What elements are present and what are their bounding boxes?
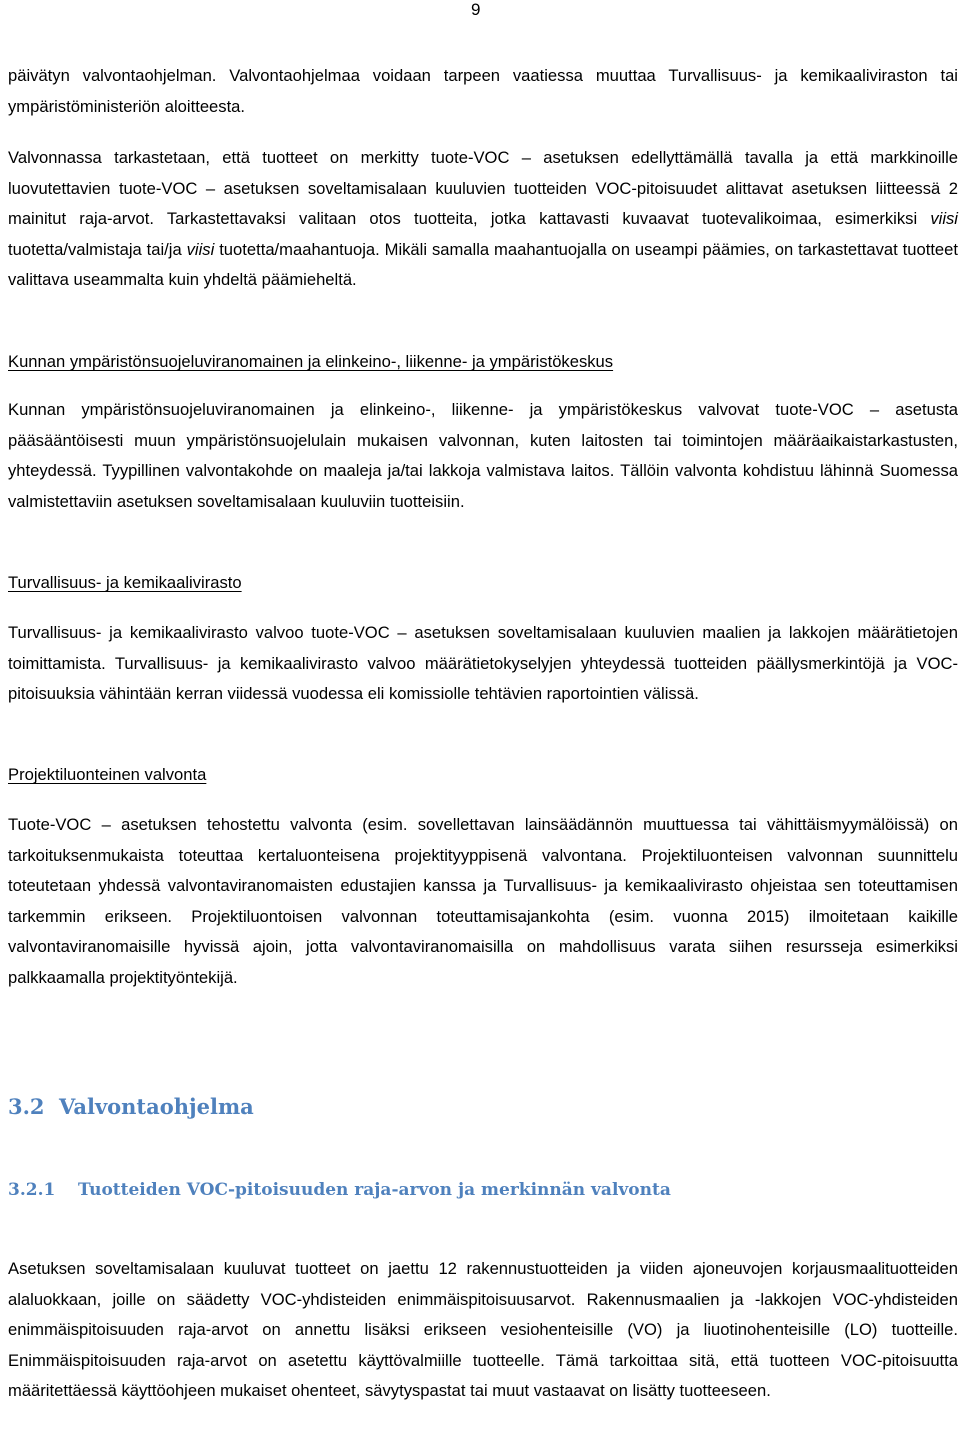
paragraph-asetuksen: Asetuksen soveltamisalaan kuuluvat tuotteet on jaettu 12 rakennustuotteiden ja viiden ajoneuvojen korjausmaalituotteiden alaluokkaan, joille on säädetty VOC-yhdisteiden enimmäispitoisuusarvot. Rakennusmaalien ja -lakkojen VOC-yhdisteiden enimmäispitoisuuden raja-arvot on annettu lisäksi erikseen vesiohenteisille (VO) ja liuotinohenteisille (LO) tuotteille. Enimmäispitoisuuden raja-arvot on asetettu käyttövalmiille tuotteelle. Tämä tarkoittaa sitä, että tuotteen VOC-pitoisuutta määritettäessä käyttöohjeen mukaiset ohenteet, sävytyspastat tai muut vastaavat on lisätty tuotteeseen. <box>8 1259 958 1401</box>
paragraph-projekti: Tuote-VOC – asetuksen tehostettu valvonta (esim. sovellettavan lainsäädännön muuttuessa tai vähittäismyymälöissä) on tarkoituksenmukaista toteuttaa kertaluonteisena projektityyppisenä valvontana. Projektiluonteisen valvonnan suunnittelu toteutetaan yhdessä valvontaviranomaisten edustajien kanssa ja Turvallisuus- ja kemikaalivirasto ohjeistaa sen toteuttamisen tarkemmin erikseen. Projektiluontoisen valvonnan toteuttamisajankohta (esim. vuonna 2015) ilmoitetaan kaikille valvontaviranomaisille hyvissä ajoin, jotta valvontaviranomaisilla on mahdollisuus varata siihen resursseja esimerkiksi palkkaamalla projektityöntekijä. <box>8 815 958 987</box>
subsection-heading <box>8 1175 671 1205</box>
subsection-title: Tuotteiden VOC-pitoisuuden raja-arvon ja merkinnän valvonta <box>78 1180 671 1200</box>
subheading-projekti: Projektiluonteinen valvonta <box>8 765 207 784</box>
paragraph-kunnan: Kunnan ympäristönsuojeluviranomainen ja elinkeino-, liikenne- ja ympäristökeskus valvovat tuote-VOC – asetusta pääsääntöisesti muun ympäristönsuojelulain mukaisen valvonnan, kuten laitosten tai toimintojen määräaikaistarkastusten, yhteydessä. Tyypillinen valvontakohde on maaleja ja/tai lakkoja valmistava laitos. Tällöin valvonta kohdistuu lähinnä Suomessa valmistettaviin asetuksen soveltamisalaan kuuluviin tuotteisiin. <box>8 400 958 511</box>
paragraph-text: tuotetta/valmistaja tai/ja <box>8 239 187 259</box>
page-number: 9 <box>471 0 481 19</box>
paragraph-intro: päivätyn valvontaohjelman. Valvontaohjelmaa voidaan tarpeen vaatiessa muuttaa Turvallisuus- ja kemikaaliviraston tai ympäristöministeriön aloitteesta. <box>8 66 958 116</box>
paragraph-tukes: Turvallisuus- ja kemikaalivirasto valvoo tuote-VOC – asetuksen soveltamisalaan kuuluvien maalien ja lakkojen määrätietojen toimittamista. Turvallisuus- ja kemikaalivirasto valvoo määrätietokyselyjen yhteydessä tuotteiden päällysmerkintöjä ja VOC-pitoisuuksia vähintään kerran viidessä vuodessa eli komissiolle tehtävien raportointien välissä. <box>8 623 958 704</box>
section-heading <box>8 1092 254 1122</box>
subheading-tukes: Turvallisuus- ja kemikaalivirasto <box>8 573 242 592</box>
emphasis-text: viisi <box>186 239 215 259</box>
subsection-number: 3.2.1 <box>8 1180 56 1200</box>
paragraph-text: tuotetta/maahantuoja. Mikäli samalla maahantuojalla on useampi päämies, on tarkastettavat tuotteet valittava useammalta kuin yhdeltä päämieheltä. <box>8 239 959 290</box>
section-number: 3.2 <box>8 1094 45 1119</box>
section-title: Valvontaohjelma <box>59 1094 254 1119</box>
paragraph-valvonnassa <box>8 143 958 296</box>
paragraph-text: Valvonnassa tarkastetaan, että tuotteet on merkitty tuote-VOC – asetuksen edellyttämällä tavalla ja että markkinoille luovutettavien tuote-VOC – asetuksen soveltamisalaan kuuluvien tuotteiden VOC-pitoisuudet alittavat asetuksen liitteessä 2 mainitut raja-arvot. Tarkastettavaksi valitaan otos tuotteita, jotka kattavasti kuvaavat tuotevalikoimaa, esimerkiksi <box>8 148 958 229</box>
emphasis-text: viisi <box>930 209 958 229</box>
subheading-kunnan: Kunnan ympäristönsuojeluviranomainen ja elinkeino-, liikenne- ja ympäristökeskus <box>8 352 614 371</box>
